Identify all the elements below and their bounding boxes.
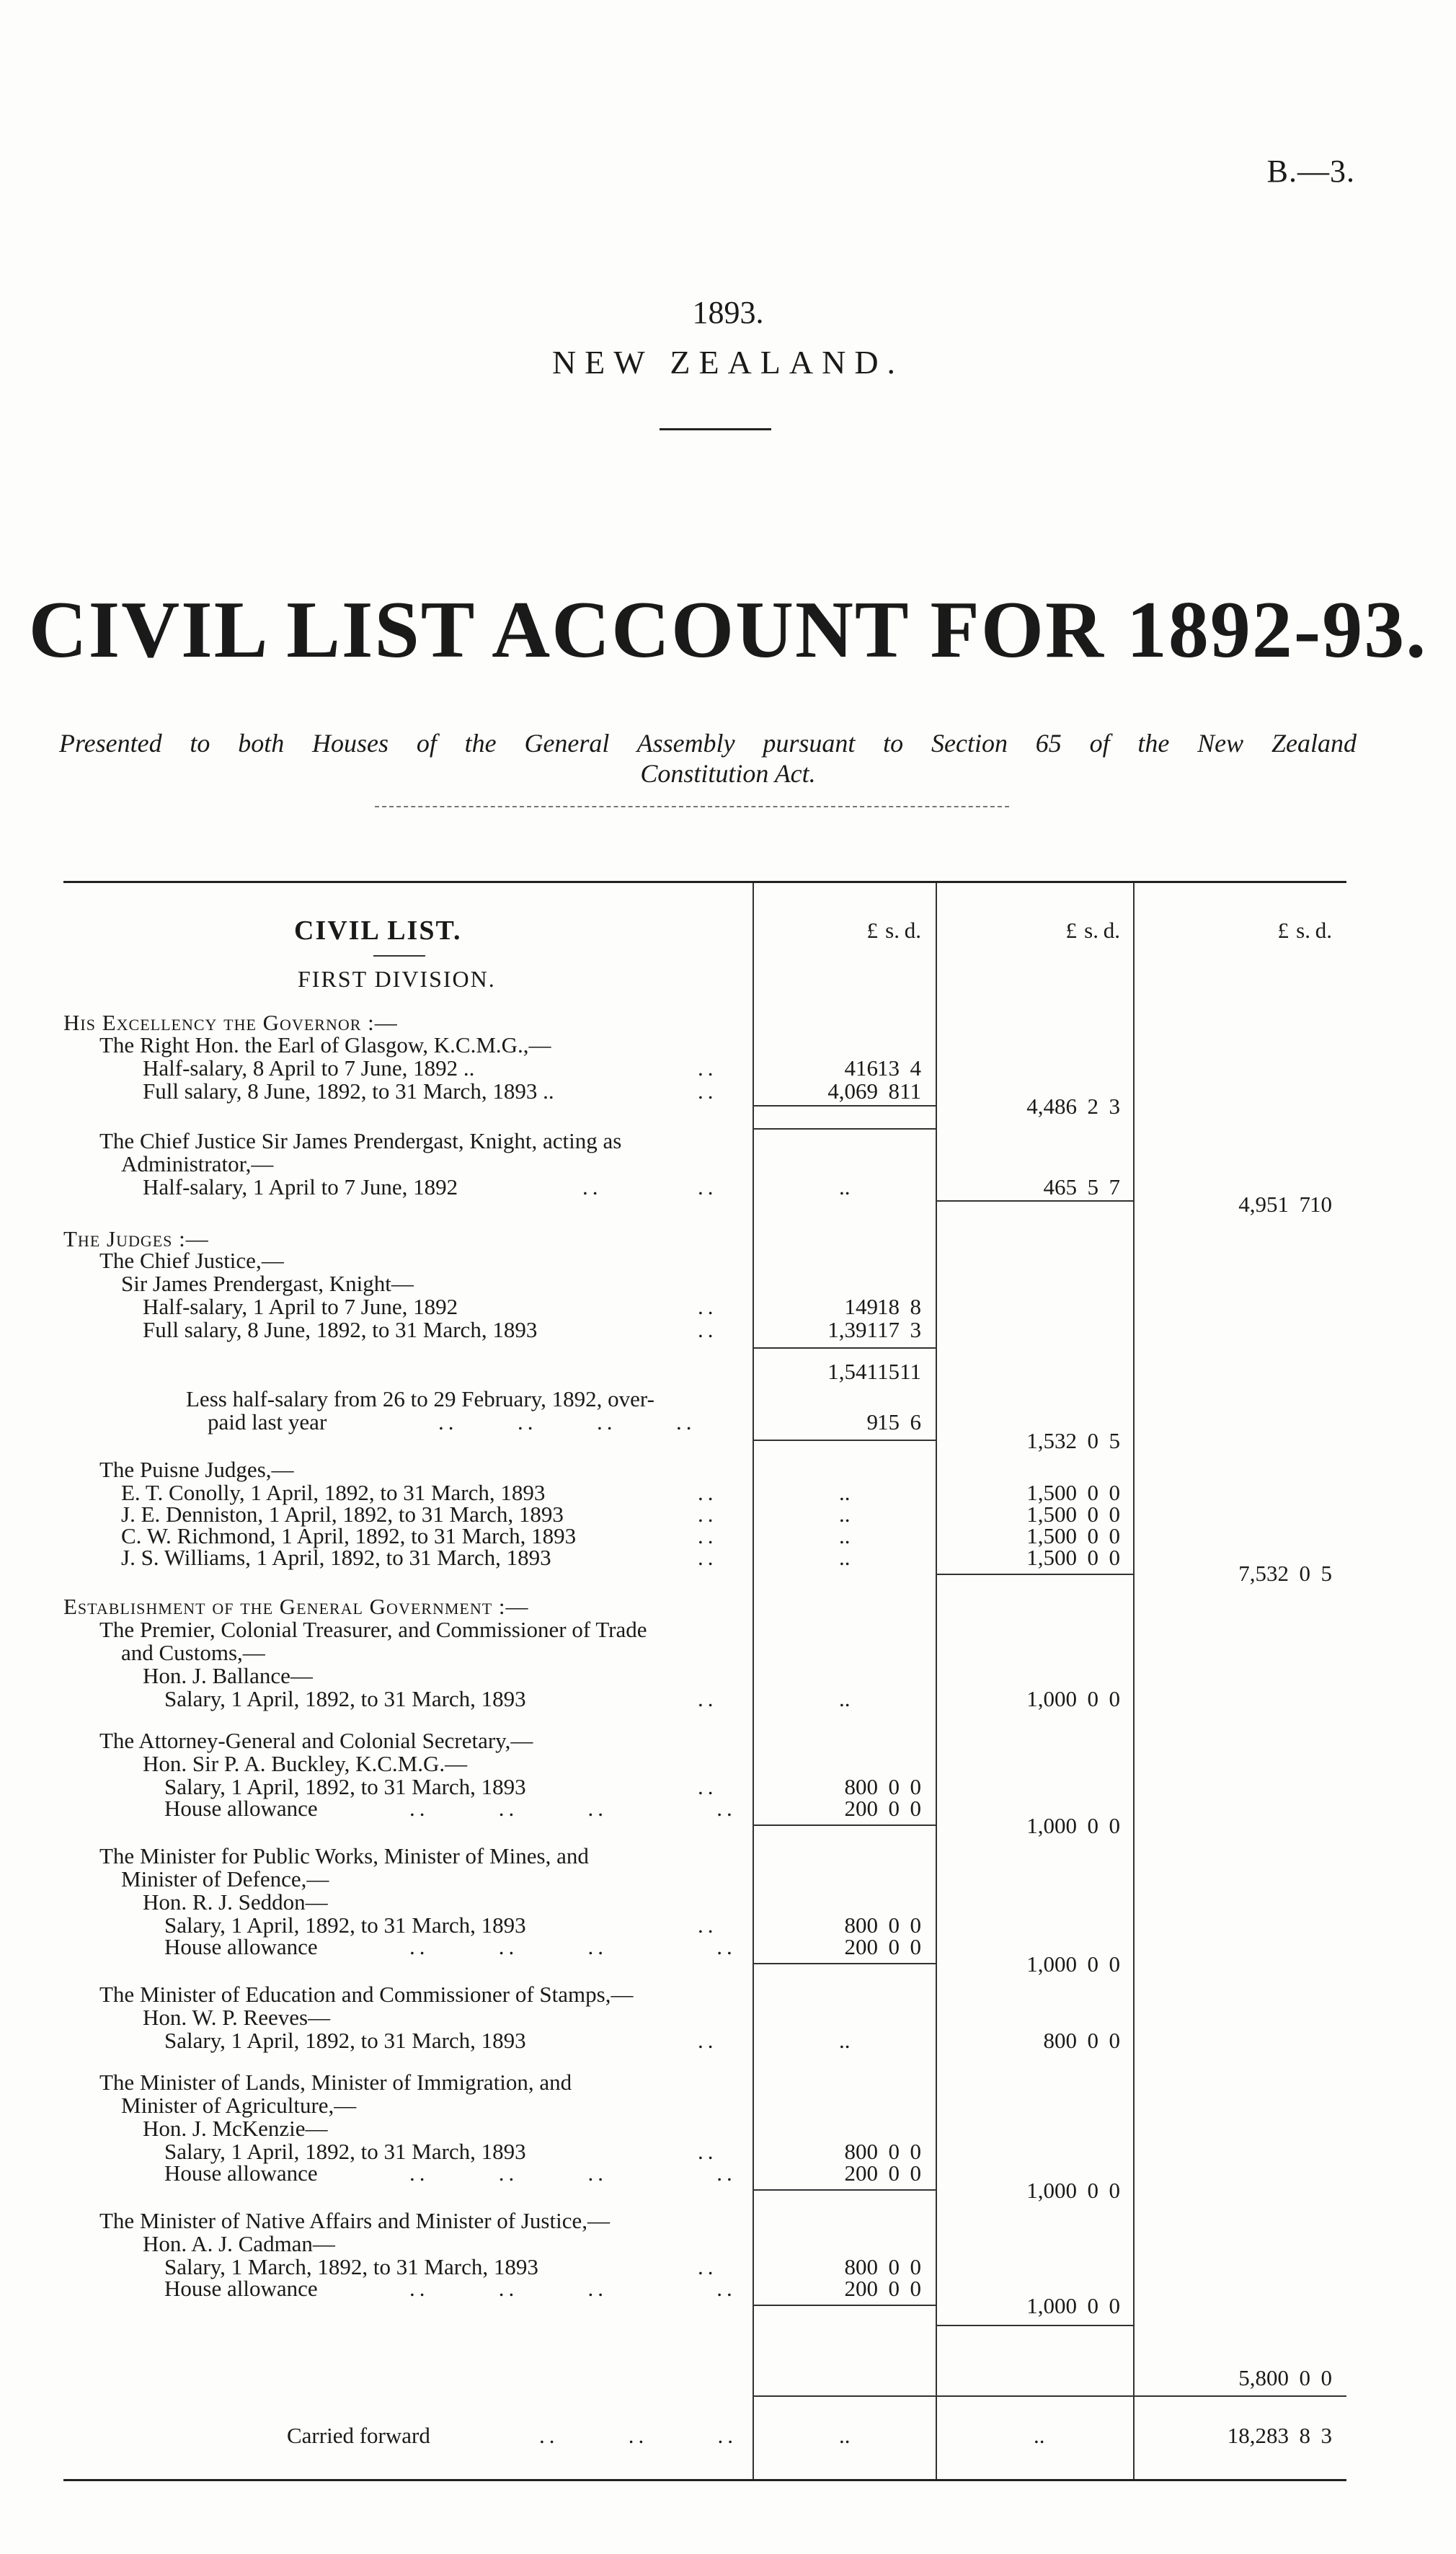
pounds-head: £ bbox=[866, 918, 878, 943]
shillings: 15 bbox=[877, 1359, 900, 1384]
pence: 0 bbox=[910, 1796, 921, 1821]
pounds: 1,000 bbox=[1026, 2293, 1077, 2318]
shillings: 0 bbox=[1299, 1561, 1310, 1586]
column-divider-3 bbox=[1133, 883, 1135, 2479]
pence-head: d. bbox=[904, 918, 921, 943]
leader-dots: .. bbox=[698, 1686, 718, 1711]
public-works-line-2: Minister of Defence,— bbox=[121, 1866, 329, 1892]
leader-dots: .. .. .. .. bbox=[409, 1934, 737, 1959]
governor-subtotal bbox=[1005, 1094, 1120, 1119]
lands-line-1: The Minister of Lands, Minister of Immigration, and bbox=[99, 2070, 572, 2095]
pence: 0 bbox=[1109, 1951, 1120, 1977]
col-head-1 bbox=[820, 918, 921, 944]
puisne-mid: .. bbox=[839, 1523, 851, 1548]
na-salary-label: Salary, 1 March, 1892, to 31 March, 1893 bbox=[164, 2254, 538, 2279]
pounds: 800 bbox=[844, 1774, 878, 1799]
premier-name: Hon. J. Ballance— bbox=[143, 1663, 313, 1688]
leader-dots: .. bbox=[698, 1317, 718, 1342]
na-house-label: House allowance bbox=[164, 2276, 318, 2301]
puisne-mid: .. bbox=[839, 1502, 851, 1527]
governor-line: The Right Hon. the Earl of Glasgow, K.C.M.G.,— bbox=[99, 1032, 551, 1057]
pounds: 800 bbox=[844, 2139, 878, 2164]
premier-amount bbox=[1005, 1686, 1120, 1712]
pounds: 1,532 bbox=[1026, 1428, 1077, 1453]
public-works-name: Hon. R. J. Seddon— bbox=[143, 1889, 328, 1915]
pounds: 1,500 bbox=[1026, 1545, 1077, 1570]
subtotal-rule bbox=[753, 1963, 936, 1964]
pence-head: d. bbox=[1315, 918, 1332, 943]
na-total bbox=[1005, 2293, 1120, 2319]
leader-dots: .. bbox=[698, 1774, 718, 1799]
pence: 0 bbox=[910, 1774, 921, 1799]
subtotal-rule bbox=[936, 2325, 1133, 2326]
pounds: 200 bbox=[844, 2160, 878, 2186]
leader-dots: .. .. .. .. bbox=[409, 1796, 737, 1821]
native-affairs-name: Hon. A. J. Cadman— bbox=[143, 2231, 335, 2256]
pence: 0 bbox=[1109, 1502, 1120, 1527]
civil-list-table bbox=[63, 881, 1346, 2481]
premier-mid: .. bbox=[839, 1686, 851, 1711]
leader-dots: .. .. .. .. bbox=[409, 2276, 737, 2301]
judges-net bbox=[1005, 1428, 1120, 1454]
pence: 0 bbox=[1109, 1686, 1120, 1711]
judges-heading: The Judges :— bbox=[63, 1226, 209, 1251]
education-line: The Minister of Education and Commissioner of Stamps,— bbox=[99, 1982, 634, 2007]
pounds: 1,500 bbox=[1026, 1480, 1077, 1505]
puisne-mid: .. bbox=[839, 1480, 851, 1505]
leader-dots: .. bbox=[698, 1545, 718, 1570]
shillings: 0 bbox=[888, 2160, 900, 2186]
ed-mid: .. bbox=[839, 2028, 851, 2053]
pounds: 800 bbox=[1043, 2028, 1077, 2053]
pence: 10 bbox=[1310, 1192, 1332, 1217]
leader-dots: .. bbox=[698, 1055, 718, 1081]
puisne-label: C. W. Richmond, 1 April, 1892, to 31 March, 1893 bbox=[121, 1523, 577, 1548]
leader-dots: .. .. .. .. bbox=[409, 2160, 737, 2186]
judges-full-label: Full salary, 8 June, 1892, to 31 March, 1893 bbox=[143, 1317, 538, 1342]
chief-justice-line: The Chief Justice,— bbox=[99, 1248, 284, 1273]
carried-forward-label: Carried forward bbox=[287, 2423, 430, 2448]
education-name: Hon. W. P. Reeves— bbox=[143, 2005, 331, 2030]
leader-dots: .. bbox=[698, 1078, 718, 1104]
division-heading: FIRST DIVISION. bbox=[298, 966, 496, 992]
pounds: 1,391 bbox=[827, 1317, 878, 1342]
leader-dots: .. bbox=[698, 2139, 718, 2164]
carried-forward-total bbox=[1217, 2423, 1332, 2449]
column-divider-2 bbox=[936, 883, 937, 2479]
administrator-half-label: Half-salary, 1 April to 7 June, 1892 bbox=[143, 1174, 458, 1200]
heading-rule bbox=[373, 955, 425, 957]
pounds: 149 bbox=[844, 1294, 878, 1319]
shillings: 15 bbox=[877, 1409, 900, 1435]
pounds-head: £ bbox=[1065, 918, 1077, 943]
judges-sum bbox=[806, 1359, 921, 1385]
col-head-2 bbox=[1019, 918, 1120, 944]
pounds: 4,486 bbox=[1026, 1094, 1077, 1119]
pounds: 1,000 bbox=[1026, 1813, 1077, 1838]
pounds: 1,541 bbox=[827, 1359, 878, 1384]
shillings: 0 bbox=[1087, 1428, 1098, 1453]
pence: 0 bbox=[1109, 2028, 1120, 2053]
puisne-label: J. E. Denniston, 1 April, 1892, to 31 March, 1893 bbox=[121, 1502, 564, 1527]
premier-salary-label: Salary, 1 April, 1892, to 31 March, 1893 bbox=[164, 1686, 526, 1711]
title-rule bbox=[660, 428, 771, 430]
shillings-head: s. bbox=[885, 918, 900, 943]
pounds: 9 bbox=[866, 1409, 878, 1435]
pounds: 5,800 bbox=[1238, 2365, 1289, 2390]
shillings: 5 bbox=[1087, 1174, 1098, 1200]
pounds: 1,000 bbox=[1026, 2178, 1077, 2203]
subtitle-rule bbox=[375, 806, 1009, 808]
pence: 7 bbox=[1109, 1174, 1120, 1200]
pounds: 4,951 bbox=[1238, 1192, 1289, 1217]
premier-line-1: The Premier, Colonial Treasurer, and Commissioner of Trade bbox=[99, 1617, 647, 1642]
leader-dots: .. bbox=[698, 1912, 718, 1938]
pounds: 200 bbox=[844, 1796, 878, 1821]
pence: 0 bbox=[910, 2139, 921, 2164]
shillings: 0 bbox=[1299, 2365, 1310, 2390]
pounds: 1,000 bbox=[1026, 1686, 1077, 1711]
administrator-line-1: The Chief Justice Sir James Prendergast, Knight, acting as bbox=[99, 1128, 622, 1153]
establishment-total bbox=[1217, 2365, 1332, 2391]
shillings: 0 bbox=[888, 1796, 900, 1821]
governor-total bbox=[1217, 1192, 1332, 1218]
section-rule bbox=[753, 1128, 936, 1130]
pence: 11 bbox=[900, 1078, 921, 1104]
shillings: 18 bbox=[877, 1294, 900, 1319]
attorney-general-name: Hon. Sir P. A. Buckley, K.C.M.G.— bbox=[143, 1751, 468, 1776]
less-line-2: paid last year bbox=[208, 1409, 327, 1435]
pence: 0 bbox=[1109, 1523, 1120, 1548]
pence: 0 bbox=[910, 2160, 921, 2186]
judges-full-amount bbox=[806, 1317, 921, 1343]
shillings: 0 bbox=[1087, 2178, 1098, 2203]
subtotal-rule bbox=[753, 1347, 936, 1349]
less-line-1: Less half-salary from 26 to 29 February, 1892, over- bbox=[186, 1386, 654, 1411]
pence: 3 bbox=[1109, 1094, 1120, 1119]
pounds: 1,000 bbox=[1026, 1951, 1077, 1977]
puisne-label: J. S. Williams, 1 April, 1892, to 31 March, 1893 bbox=[121, 1545, 551, 1570]
civil-list-heading: CIVIL LIST. bbox=[294, 915, 462, 946]
subtotal-rule bbox=[936, 1200, 1133, 1202]
shillings: 0 bbox=[1087, 1951, 1098, 1977]
shillings: 0 bbox=[1087, 2293, 1098, 2318]
pence: 0 bbox=[1109, 2293, 1120, 2318]
pounds: 416 bbox=[844, 1055, 878, 1081]
pence: 8 bbox=[910, 1294, 921, 1319]
pence: 3 bbox=[910, 1317, 921, 1342]
col-head-3 bbox=[1231, 918, 1332, 944]
pence: 0 bbox=[1109, 1545, 1120, 1570]
subtitle-line-2: Constitution Act. bbox=[640, 759, 816, 788]
attorney-general-line: The Attorney-General and Colonial Secretary,— bbox=[99, 1728, 533, 1753]
governor-full-amount bbox=[806, 1078, 921, 1104]
carried-forward-rule bbox=[753, 2395, 1346, 2397]
subtotal-rule bbox=[753, 1824, 936, 1826]
chief-justice-name: Sir James Prendergast, Knight— bbox=[121, 1271, 414, 1296]
governor-full-label: Full salary, 8 June, 1892, to 31 March, 1893 .. bbox=[143, 1078, 554, 1104]
shillings: 0 bbox=[888, 2276, 900, 2301]
leader-dots: .. bbox=[698, 1502, 718, 1527]
ag-house-amount bbox=[806, 1796, 921, 1822]
la-salary-label: Salary, 1 April, 1892, to 31 March, 1893 bbox=[164, 2139, 526, 2164]
carried-forward-mid-2: .. bbox=[1034, 2423, 1045, 2448]
pence: 5 bbox=[1109, 1428, 1120, 1453]
subtotal-rule bbox=[753, 1440, 936, 1441]
pounds: 7,532 bbox=[1238, 1561, 1289, 1586]
pence: 0 bbox=[1109, 2178, 1120, 2203]
administrator-line-2: Administrator,— bbox=[121, 1151, 274, 1176]
governor-half-label: Half-salary, 8 April to 7 June, 1892 .. bbox=[143, 1055, 475, 1081]
shillings: 0 bbox=[1087, 1686, 1098, 1711]
pence: 0 bbox=[910, 1934, 921, 1959]
administrator-amount bbox=[1005, 1174, 1120, 1200]
puisne-amount bbox=[1005, 1545, 1120, 1571]
pounds: 465 bbox=[1043, 1174, 1077, 1200]
pounds: 200 bbox=[844, 1934, 878, 1959]
judges-less-amount bbox=[806, 1409, 921, 1435]
pounds: 800 bbox=[844, 1912, 878, 1938]
puisne-mid: .. bbox=[839, 1545, 851, 1570]
shillings: 0 bbox=[1087, 1813, 1098, 1838]
pence: 0 bbox=[910, 1912, 921, 1938]
pw-salary-label: Salary, 1 April, 1892, to 31 March, 1893 bbox=[164, 1912, 526, 1938]
pounds: 1,500 bbox=[1026, 1523, 1077, 1548]
carried-forward-mid-1: .. bbox=[839, 2423, 851, 2448]
pence: 4 bbox=[910, 1055, 921, 1081]
shillings: 7 bbox=[1299, 1192, 1310, 1217]
shillings: 17 bbox=[877, 1317, 900, 1342]
pence: 0 bbox=[1109, 1813, 1120, 1838]
pounds: 800 bbox=[844, 2254, 878, 2279]
judges-half-amount bbox=[806, 1294, 921, 1320]
ag-total bbox=[1005, 1813, 1120, 1839]
shillings-head: s. bbox=[1084, 918, 1098, 943]
subtitle-line-1: Presented to both Houses of the General Assembly pursuant to Section 65 of the New Zealand bbox=[59, 729, 1357, 758]
page-reference: B.—3. bbox=[1266, 154, 1355, 189]
shillings: 8 bbox=[888, 1078, 900, 1104]
shillings: 0 bbox=[888, 1912, 900, 1938]
shillings: 0 bbox=[1087, 2028, 1098, 2053]
governor-heading: His Excellency the Governor :— bbox=[63, 1010, 398, 1035]
leader-dots: .. bbox=[698, 1523, 718, 1548]
shillings: 13 bbox=[877, 1055, 900, 1081]
pence: 0 bbox=[910, 2276, 921, 2301]
pence: 0 bbox=[1320, 2365, 1332, 2390]
shillings: 0 bbox=[888, 2254, 900, 2279]
puisne-label: E. T. Conolly, 1 April, 1892, to 31 March, 1893 bbox=[121, 1480, 546, 1505]
puisne-heading: The Puisne Judges,— bbox=[99, 1457, 294, 1482]
shillings: 0 bbox=[1087, 1523, 1098, 1548]
subtotal-rule bbox=[753, 1105, 936, 1107]
governor-half-amount bbox=[806, 1055, 921, 1081]
leader-dots: .. bbox=[698, 1174, 718, 1200]
leader-dots: .. bbox=[698, 1480, 718, 1505]
shillings: 0 bbox=[1087, 1480, 1098, 1505]
judges-half-label: Half-salary, 1 April to 7 June, 1892 bbox=[143, 1294, 458, 1319]
pence: 0 bbox=[1109, 1480, 1120, 1505]
shillings: 0 bbox=[1087, 1545, 1098, 1570]
ed-amount bbox=[1005, 2028, 1120, 2054]
page-title: CIVIL LIST ACCOUNT FOR 1892-93. bbox=[28, 585, 1428, 675]
pence: 3 bbox=[1320, 2423, 1332, 2448]
subtotal-rule bbox=[753, 2305, 936, 2306]
ag-house-label: House allowance bbox=[164, 1796, 318, 1821]
shillings: 0 bbox=[1087, 1502, 1098, 1527]
la-total bbox=[1005, 2178, 1120, 2204]
shillings: 8 bbox=[1299, 2423, 1310, 2448]
ed-salary-label: Salary, 1 April, 1892, to 31 March, 1893 bbox=[164, 2028, 526, 2053]
subtotal-rule bbox=[753, 2189, 936, 2191]
premier-line-2: and Customs,— bbox=[121, 1640, 265, 1665]
pw-house-label: House allowance bbox=[164, 1934, 318, 1959]
administrator-mid: .. bbox=[839, 1174, 851, 1200]
pounds: 18,283 bbox=[1227, 2423, 1289, 2448]
shillings: 0 bbox=[888, 1774, 900, 1799]
pence: 11 bbox=[900, 1359, 921, 1384]
pw-total bbox=[1005, 1951, 1120, 1977]
leader-dots: .. bbox=[698, 1294, 718, 1319]
shillings: 2 bbox=[1087, 1094, 1098, 1119]
shillings: 0 bbox=[888, 1934, 900, 1959]
leader-dots: .. bbox=[698, 2028, 718, 2053]
shillings: 0 bbox=[888, 2139, 900, 2164]
leader-dots: .. bbox=[582, 1174, 603, 1200]
document-year: 1893. bbox=[692, 295, 764, 330]
judges-total bbox=[1217, 1561, 1332, 1587]
lands-line-2: Minister of Agriculture,— bbox=[121, 2093, 357, 2118]
leader-dots: .. .. .. bbox=[539, 2423, 737, 2448]
public-works-line-1: The Minister for Public Works, Minister of Mines, and bbox=[99, 1843, 589, 1868]
column-divider-1 bbox=[753, 883, 754, 2479]
subtotal-rule bbox=[936, 1574, 1133, 1575]
pence: 6 bbox=[910, 1409, 921, 1435]
pounds-head: £ bbox=[1277, 918, 1289, 943]
pounds: 1,500 bbox=[1026, 1502, 1077, 1527]
leader-dots: .. bbox=[698, 2254, 718, 2279]
na-house-amount bbox=[806, 2276, 921, 2302]
pw-house-amount bbox=[806, 1934, 921, 1960]
pence-head: d. bbox=[1103, 918, 1120, 943]
leader-dots: .. .. .. .. bbox=[438, 1409, 696, 1435]
pounds: 200 bbox=[844, 2276, 878, 2301]
lands-name: Hon. J. McKenzie— bbox=[143, 2116, 328, 2141]
pence: 5 bbox=[1320, 1561, 1332, 1586]
country-heading: NEW ZEALAND. bbox=[551, 344, 905, 381]
ag-salary-label: Salary, 1 April, 1892, to 31 March, 1893 bbox=[164, 1774, 526, 1799]
native-affairs-line: The Minister of Native Affairs and Minister of Justice,— bbox=[99, 2208, 610, 2233]
establishment-heading: Establishment of the General Government :— bbox=[63, 1594, 529, 1619]
pence: 0 bbox=[910, 2254, 921, 2279]
la-house-label: House allowance bbox=[164, 2160, 318, 2186]
la-house-amount bbox=[806, 2160, 921, 2186]
shillings-head: s. bbox=[1296, 918, 1310, 943]
pounds: 4,069 bbox=[827, 1078, 878, 1104]
